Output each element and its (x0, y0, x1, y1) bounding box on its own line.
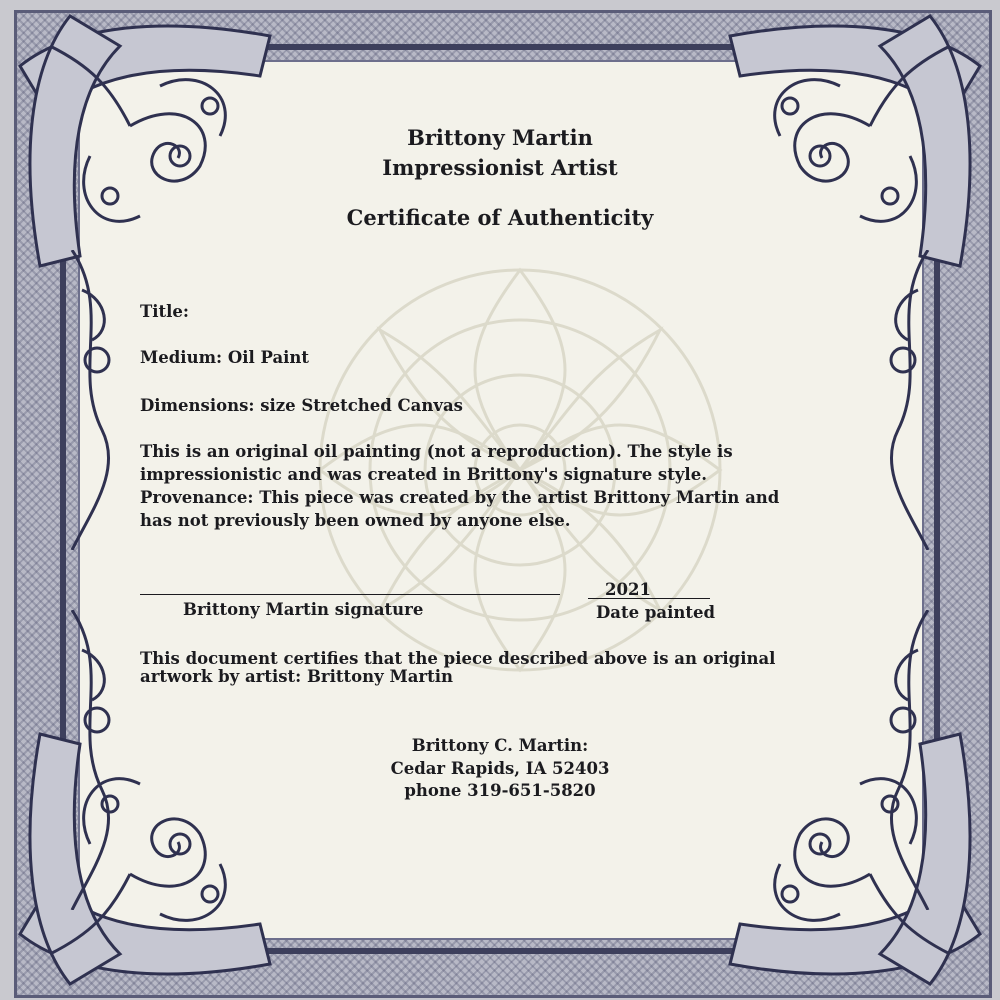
artist-role-heading: Impressionist Artist (382, 155, 618, 180)
date-value: 2021 (605, 580, 651, 599)
side-scroll-ornament-icon (62, 250, 132, 550)
provenance-line: has not previously been owned by anyone else. (140, 511, 571, 530)
contact-phone: phone 319-651-5820 (404, 781, 596, 800)
signature-label: Brittony Martin signature (183, 600, 424, 619)
title-field: Title: (140, 302, 190, 321)
description-line: impressionistic and was created in Brittony's signature style. (140, 465, 707, 484)
medium-field: Medium: Oil Paint (140, 348, 310, 367)
certification-line: artwork by artist: Brittony Martin (140, 667, 453, 686)
date-label: Date painted (596, 603, 716, 622)
date-line (588, 598, 710, 599)
signature-line (140, 594, 560, 595)
contact-city: Cedar Rapids, IA 52403 (390, 759, 610, 778)
description-line: This is an original oil painting (not a reproduction). The style is (140, 442, 733, 461)
contact-name: Brittony C. Martin: (411, 736, 589, 755)
provenance-line: Provenance: This piece was created by the artist Brittony Martin and (140, 488, 780, 507)
dimensions-field: Dimensions: size Stretched Canvas (140, 396, 463, 415)
side-scroll-ornament-icon (868, 250, 938, 550)
certificate-title: Certificate of Authenticity (346, 205, 654, 230)
artist-name-heading: Brittony Martin (407, 125, 593, 150)
certification-line: This document certifies that the piece described above is an original (140, 649, 776, 668)
